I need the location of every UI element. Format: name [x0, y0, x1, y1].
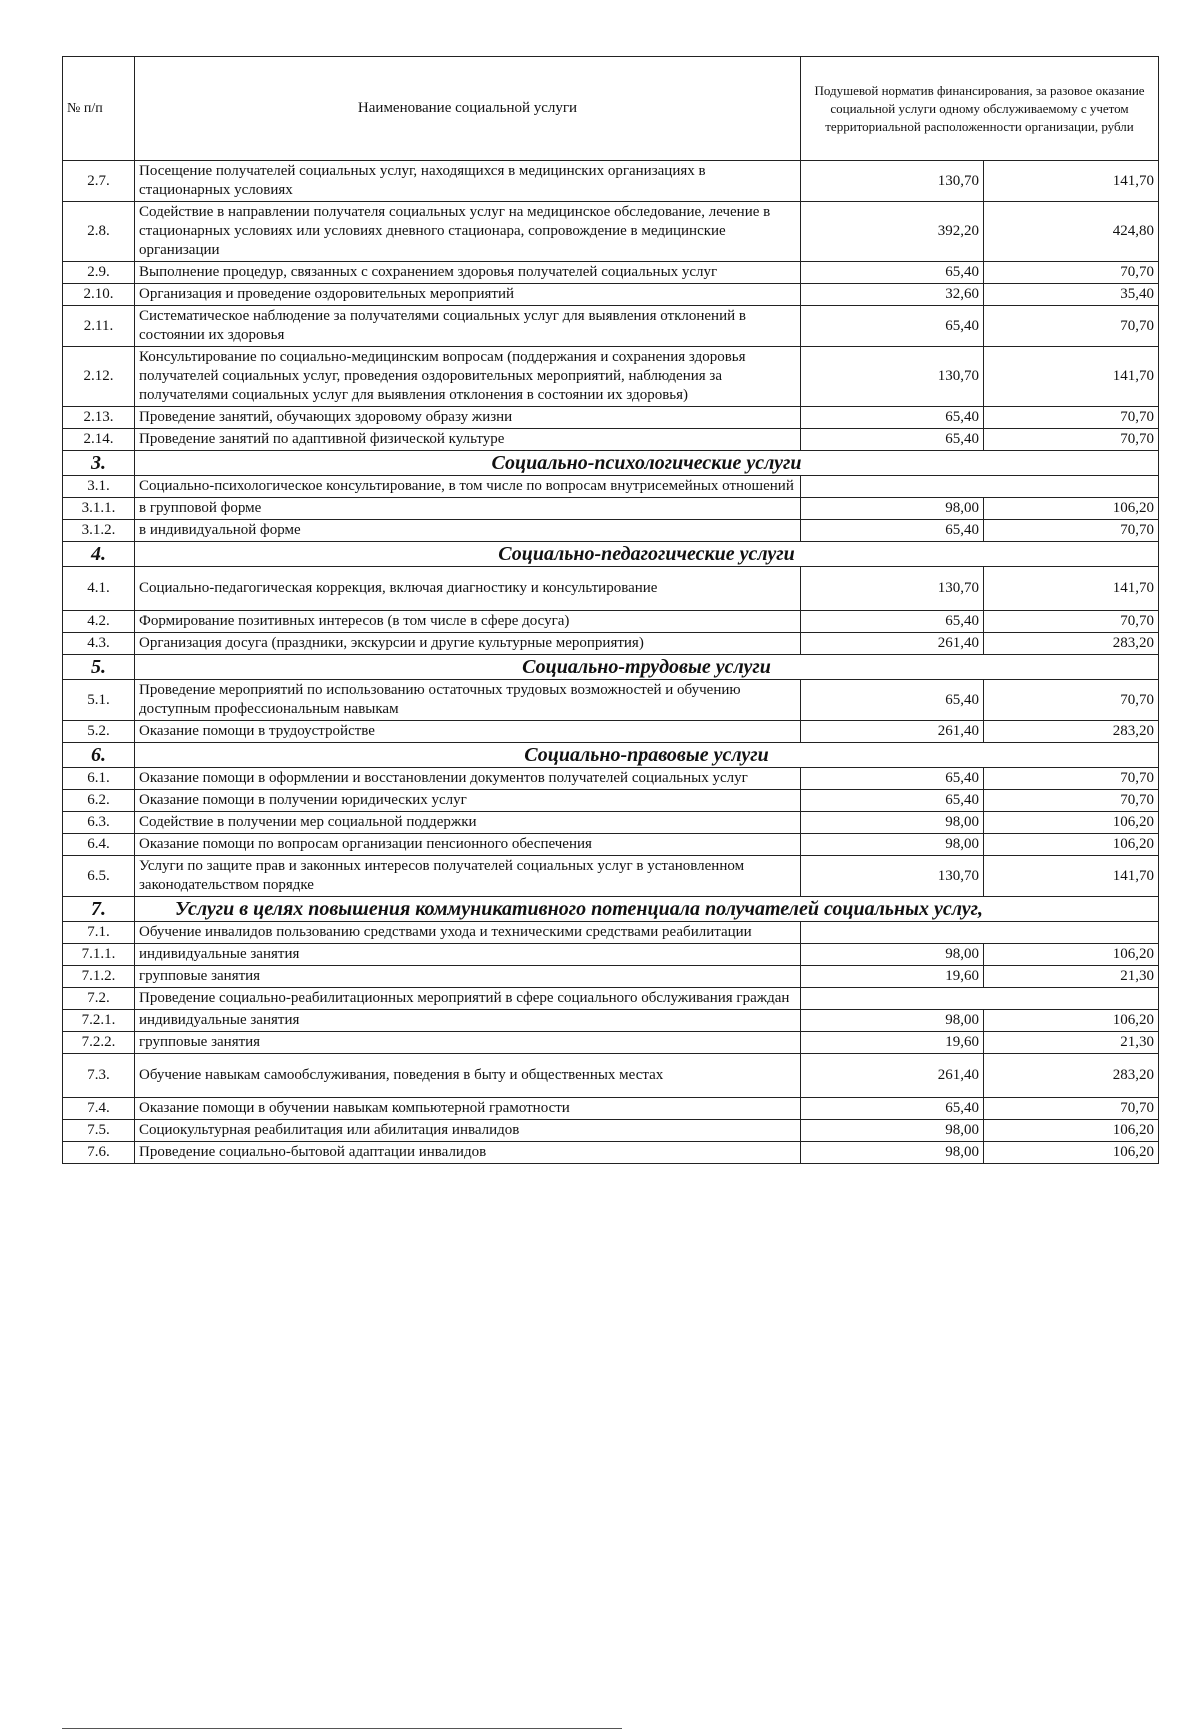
- norm-value-1: 19,60: [801, 966, 984, 988]
- service-name: Проведение занятий по адаптивной физической культуре: [135, 429, 801, 451]
- service-name: в индивидуальной форме: [135, 520, 801, 542]
- norm-value-2: 141,70: [984, 161, 1159, 202]
- norm-value-2: 70,70: [984, 429, 1159, 451]
- norm-value-1: 65,40: [801, 520, 984, 542]
- norm-value-2: 70,70: [984, 262, 1159, 284]
- norm-value-1: 98,00: [801, 1120, 984, 1142]
- table-row: [63, 567, 1159, 611]
- norm-value-2: 106,20: [984, 498, 1159, 520]
- service-name: индивидуальные занятия: [135, 1010, 801, 1032]
- row-number: 2.13.: [63, 407, 135, 429]
- table-header-row: [63, 57, 1159, 161]
- table-row: [63, 1032, 1159, 1054]
- norm-value-1: 65,40: [801, 680, 984, 721]
- norm-value-1: 130,70: [801, 161, 984, 202]
- row-number: 6.1.: [63, 768, 135, 790]
- table-row: [63, 262, 1159, 284]
- service-name: Проведение социально-бытовой адаптации инвалидов: [135, 1142, 801, 1164]
- row-number: 2.8.: [63, 202, 135, 262]
- table-row: [63, 922, 1159, 944]
- row-number: 2.7.: [63, 161, 135, 202]
- service-name: групповые занятия: [135, 1032, 801, 1054]
- norm-value-1: 98,00: [801, 834, 984, 856]
- section-row: [63, 451, 1159, 476]
- services-table: [62, 56, 1159, 1164]
- norm-value-1: 65,40: [801, 611, 984, 633]
- row-number: 3.1.1.: [63, 498, 135, 520]
- table-body: [63, 161, 1159, 1164]
- section-number: 4.: [63, 542, 135, 567]
- table-row: [63, 1054, 1159, 1098]
- norm-value-2: 70,70: [984, 407, 1159, 429]
- row-number: 4.2.: [63, 611, 135, 633]
- table-row: [63, 284, 1159, 306]
- norm-value-2: 70,70: [984, 520, 1159, 542]
- norm-value-1: 65,40: [801, 790, 984, 812]
- table-row: [63, 498, 1159, 520]
- row-number: 2.12.: [63, 347, 135, 407]
- row-number: 6.3.: [63, 812, 135, 834]
- norm-value-1: 19,60: [801, 1032, 984, 1054]
- row-number: 2.11.: [63, 306, 135, 347]
- table-row: [63, 633, 1159, 655]
- service-name: Формирование позитивных интересов (в том числе в сфере досуга): [135, 611, 801, 633]
- service-name: Оказание помощи в обучении навыкам компьютерной грамотности: [135, 1098, 801, 1120]
- table-row: [63, 812, 1159, 834]
- empty-value-cell: [801, 922, 1159, 944]
- header-name: Наименование социальной услуги: [135, 57, 801, 161]
- norm-value-2: 70,70: [984, 768, 1159, 790]
- service-name: Оказание помощи по вопросам организации пенсионного обеспечения: [135, 834, 801, 856]
- norm-value-2: 70,70: [984, 680, 1159, 721]
- row-number: 7.2.2.: [63, 1032, 135, 1054]
- norm-value-1: 261,40: [801, 633, 984, 655]
- norm-value-2: 283,20: [984, 633, 1159, 655]
- norm-value-1: 130,70: [801, 567, 984, 611]
- section-number: 7.: [63, 897, 135, 922]
- service-name: Социально-педагогическая коррекция, включая диагностику и консультирование: [135, 567, 801, 611]
- service-name: Проведение социально-реабилитационных мероприятий в сфере социального обслуживания граждан: [135, 988, 801, 1010]
- row-number: 3.1.: [63, 476, 135, 498]
- table-row: [63, 347, 1159, 407]
- norm-value-1: 65,40: [801, 768, 984, 790]
- norm-value-1: 98,00: [801, 498, 984, 520]
- header-norm: Подушевой норматив финансирования, за разовое оказание социальной услуги одному обслуживаемому с учетом территориальной расположенности организации, рубли: [801, 57, 1159, 161]
- row-number: 7.2.: [63, 988, 135, 1010]
- section-number: 6.: [63, 743, 135, 768]
- row-number: 6.2.: [63, 790, 135, 812]
- norm-value-1: 98,00: [801, 944, 984, 966]
- service-name: Обучение навыкам самообслуживания, поведения в быту и общественных местах: [135, 1054, 801, 1098]
- norm-value-2: 70,70: [984, 306, 1159, 347]
- table-row: [63, 202, 1159, 262]
- section-row: [63, 655, 1159, 680]
- section-title: Социально-психологические услуги: [135, 451, 1159, 476]
- service-name: Оказание помощи в оформлении и восстановлении документов получателей социальных услуг: [135, 768, 801, 790]
- service-name: Организация и проведение оздоровительных мероприятий: [135, 284, 801, 306]
- row-number: 7.1.: [63, 922, 135, 944]
- table-row: [63, 520, 1159, 542]
- norm-value-1: 65,40: [801, 429, 984, 451]
- section-row: [63, 743, 1159, 768]
- norm-value-2: 106,20: [984, 834, 1159, 856]
- norm-value-1: 65,40: [801, 407, 984, 429]
- document-page: [62, 56, 1158, 1164]
- table-row: [63, 944, 1159, 966]
- norm-value-2: 106,20: [984, 1142, 1159, 1164]
- row-number: 4.1.: [63, 567, 135, 611]
- service-name: Организация досуга (праздники, экскурсии и другие культурные мероприятия): [135, 633, 801, 655]
- row-number: 7.2.1.: [63, 1010, 135, 1032]
- service-name: индивидуальные занятия: [135, 944, 801, 966]
- row-number: 2.9.: [63, 262, 135, 284]
- norm-value-2: 70,70: [984, 790, 1159, 812]
- norm-value-2: 70,70: [984, 1098, 1159, 1120]
- table-row: [63, 966, 1159, 988]
- norm-value-2: 424,80: [984, 202, 1159, 262]
- row-number: 7.4.: [63, 1098, 135, 1120]
- service-name: в групповой форме: [135, 498, 801, 520]
- empty-value-cell: [801, 988, 1159, 1010]
- norm-value-2: 106,20: [984, 1120, 1159, 1142]
- norm-value-1: 261,40: [801, 721, 984, 743]
- table-row: [63, 834, 1159, 856]
- norm-value-1: 65,40: [801, 306, 984, 347]
- row-number: 4.3.: [63, 633, 135, 655]
- empty-value-cell: [801, 476, 1159, 498]
- table-row: [63, 407, 1159, 429]
- table-row: [63, 306, 1159, 347]
- section-title: Социально-правовые услуги: [135, 743, 1159, 768]
- section-title: Услуги в целях повышения коммуникативного потенциала получателей социальных услуг,: [135, 897, 1159, 922]
- norm-value-2: 35,40: [984, 284, 1159, 306]
- table-row: [63, 790, 1159, 812]
- table-row: [63, 721, 1159, 743]
- service-name: Консультирование по социально-медицинским вопросам (поддержания и сохранения здоровья получателей социальных услуг, проведения оздоровительных мероприятий, наблюдения за получателями социальных услуг для выявления отклонения в состоянии их здоровья): [135, 347, 801, 407]
- service-name: Содействие в получении мер социальной поддержки: [135, 812, 801, 834]
- service-name: Выполнение процедур, связанных с сохранением здоровья получателей социальных услуг: [135, 262, 801, 284]
- row-number: 6.4.: [63, 834, 135, 856]
- norm-value-1: 392,20: [801, 202, 984, 262]
- norm-value-2: 283,20: [984, 721, 1159, 743]
- norm-value-2: 141,70: [984, 347, 1159, 407]
- table-row: [63, 680, 1159, 721]
- table-row: [63, 1120, 1159, 1142]
- table-row: [63, 988, 1159, 1010]
- row-number: 5.1.: [63, 680, 135, 721]
- norm-value-2: 70,70: [984, 611, 1159, 633]
- service-name: Социокультурная реабилитация или абилитация инвалидов: [135, 1120, 801, 1142]
- norm-value-1: 261,40: [801, 1054, 984, 1098]
- row-number: 7.1.1.: [63, 944, 135, 966]
- norm-value-2: 141,70: [984, 567, 1159, 611]
- service-name: Оказание помощи в трудоустройстве: [135, 721, 801, 743]
- service-name: Содействие в направлении получателя социальных услуг на медицинское обследование, лечение в стационарных условиях или условиях дневного стационара, сопровождение в медицинские организации: [135, 202, 801, 262]
- row-number: 2.14.: [63, 429, 135, 451]
- service-name: Оказание помощи в получении юридических услуг: [135, 790, 801, 812]
- table-row: [63, 161, 1159, 202]
- norm-value-2: 106,20: [984, 1010, 1159, 1032]
- service-name: Систематическое наблюдение за получателями социальных услуг для выявления отклонений в состоянии их здоровья: [135, 306, 801, 347]
- section-number: 5.: [63, 655, 135, 680]
- row-number: 2.10.: [63, 284, 135, 306]
- table-row: [63, 768, 1159, 790]
- row-number: 7.6.: [63, 1142, 135, 1164]
- table-row: [63, 1010, 1159, 1032]
- norm-value-1: 65,40: [801, 262, 984, 284]
- norm-value-1: 98,00: [801, 812, 984, 834]
- row-number: 5.2.: [63, 721, 135, 743]
- service-name: Проведение занятий, обучающих здоровому образу жизни: [135, 407, 801, 429]
- table-row: [63, 476, 1159, 498]
- norm-value-2: 106,20: [984, 812, 1159, 834]
- section-number: 3.: [63, 451, 135, 476]
- service-name: Обучение инвалидов пользованию средствами ухода и техническими средствами реабилитации: [135, 922, 801, 944]
- section-row: [63, 542, 1159, 567]
- norm-value-1: 130,70: [801, 856, 984, 897]
- row-number: 7.3.: [63, 1054, 135, 1098]
- norm-value-1: 130,70: [801, 347, 984, 407]
- service-name: Проведение мероприятий по использованию остаточных трудовых возможностей и обучению доступным профессиональным навыкам: [135, 680, 801, 721]
- norm-value-2: 283,20: [984, 1054, 1159, 1098]
- header-num: № п/п: [63, 57, 135, 161]
- norm-value-2: 141,70: [984, 856, 1159, 897]
- norm-value-2: 21,30: [984, 966, 1159, 988]
- table-row: [63, 1142, 1159, 1164]
- norm-value-1: 32,60: [801, 284, 984, 306]
- row-number: 3.1.2.: [63, 520, 135, 542]
- norm-value-2: 106,20: [984, 944, 1159, 966]
- section-title: Социально-трудовые услуги: [135, 655, 1159, 680]
- norm-value-1: 65,40: [801, 1098, 984, 1120]
- row-number: 7.5.: [63, 1120, 135, 1142]
- section-row: [63, 897, 1159, 922]
- service-name: Социально-психологическое консультирование, в том числе по вопросам внутрисемейных отношений: [135, 476, 801, 498]
- norm-value-2: 21,30: [984, 1032, 1159, 1054]
- table-row: [63, 856, 1159, 897]
- norm-value-1: 98,00: [801, 1010, 984, 1032]
- row-number: 7.1.2.: [63, 966, 135, 988]
- row-number: 6.5.: [63, 856, 135, 897]
- service-name: Посещение получателей социальных услуг, находящихся в медицинских организациях в стационарных условиях: [135, 161, 801, 202]
- norm-value-1: 98,00: [801, 1142, 984, 1164]
- table-row: [63, 611, 1159, 633]
- table-row: [63, 1098, 1159, 1120]
- table-row: [63, 429, 1159, 451]
- section-title: Социально-педагогические услуги: [135, 542, 1159, 567]
- service-name: групповые занятия: [135, 966, 801, 988]
- service-name: Услуги по защите прав и законных интересов получателей социальных услуг в установленном законодательством порядке: [135, 856, 801, 897]
